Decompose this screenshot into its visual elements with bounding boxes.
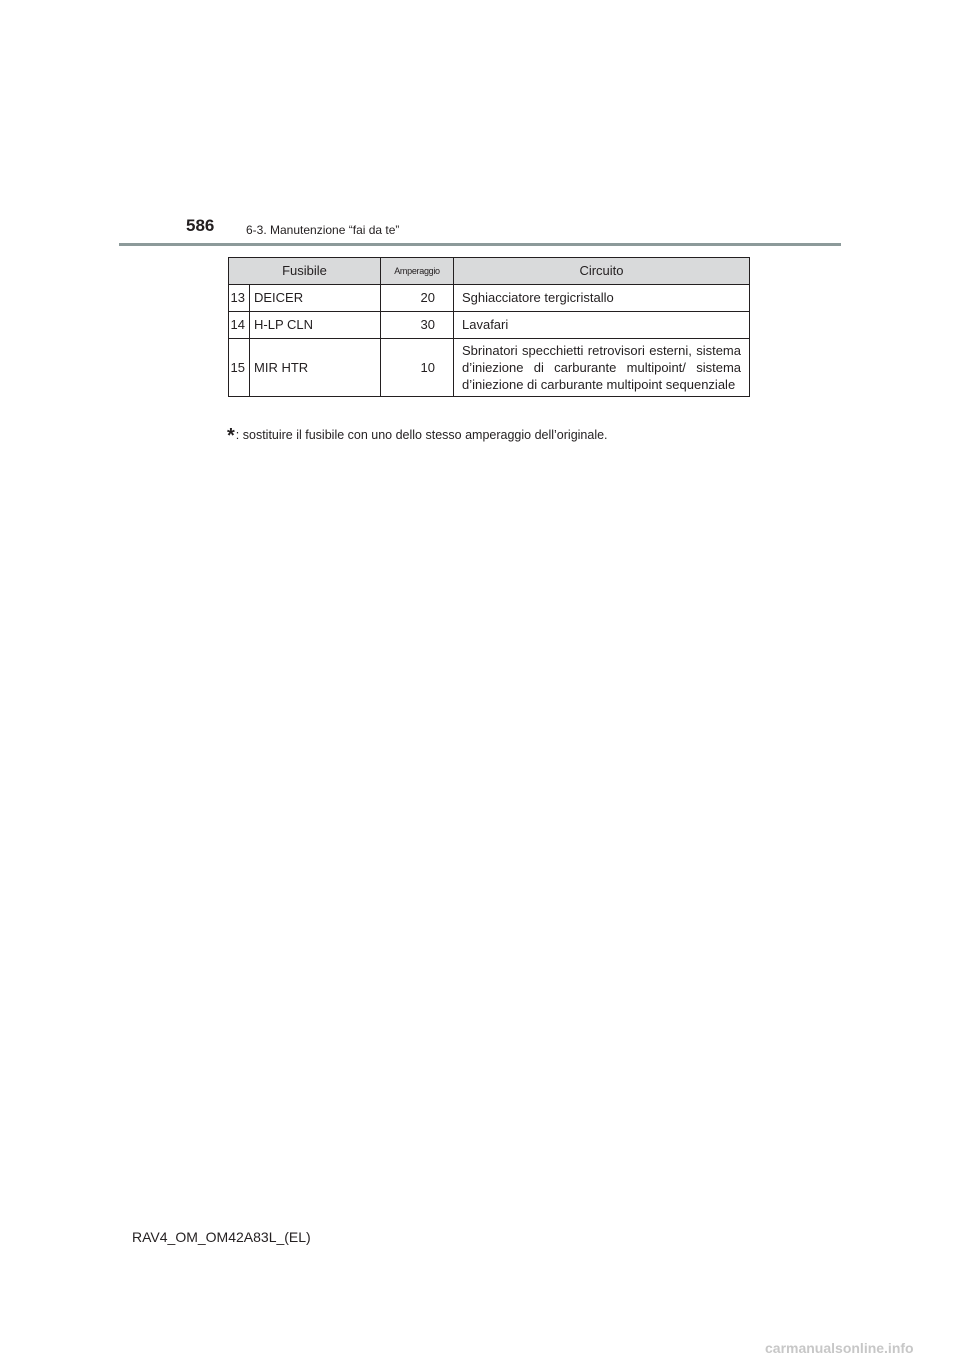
fuse-name: MIR HTR (250, 339, 381, 397)
watermark: carmanualsonline.info (765, 1340, 914, 1356)
fuse-amperage: 20 (381, 285, 454, 312)
header-fuse: Fusibile (229, 258, 381, 285)
fuse-number: 14 (229, 312, 250, 339)
footnote (227, 425, 608, 447)
table-row (229, 285, 750, 312)
fuse-number: 15 (229, 339, 250, 397)
document-code: RAV4_OM_OM42A83L_(EL) (132, 1229, 311, 1245)
table-header-row (229, 258, 750, 285)
fuse-number: 13 (229, 285, 250, 312)
header-divider (119, 243, 841, 246)
table-row (229, 339, 750, 397)
fuse-amperage: 10 (381, 339, 454, 397)
fuse-name: DEICER (250, 285, 381, 312)
fuse-amperage: 30 (381, 312, 454, 339)
page-number: 586 (186, 216, 215, 235)
footnote-marker: * (227, 425, 235, 447)
header-amperage: Amperaggio (381, 258, 454, 285)
fuse-table (228, 257, 750, 397)
header-circuit: Circuito (454, 258, 750, 285)
section-title: 6-3. Manutenzione “fai da te” (246, 223, 400, 237)
footnote-text: : sostituire il fusibile con uno dello stesso amperaggio dell’originale. (235, 428, 608, 442)
fuse-circuit: Sghiacciatore tergicristallo (454, 285, 750, 312)
table-row (229, 312, 750, 339)
fuse-circuit: Sbrinatori specchietti retrovisori esterni, sistema d’iniezione di carburante multipoint/ sistema d’iniezione di carburante multipoint sequenziale (454, 339, 750, 397)
fuse-name: H-LP CLN (250, 312, 381, 339)
fuse-circuit: Lavafari (454, 312, 750, 339)
